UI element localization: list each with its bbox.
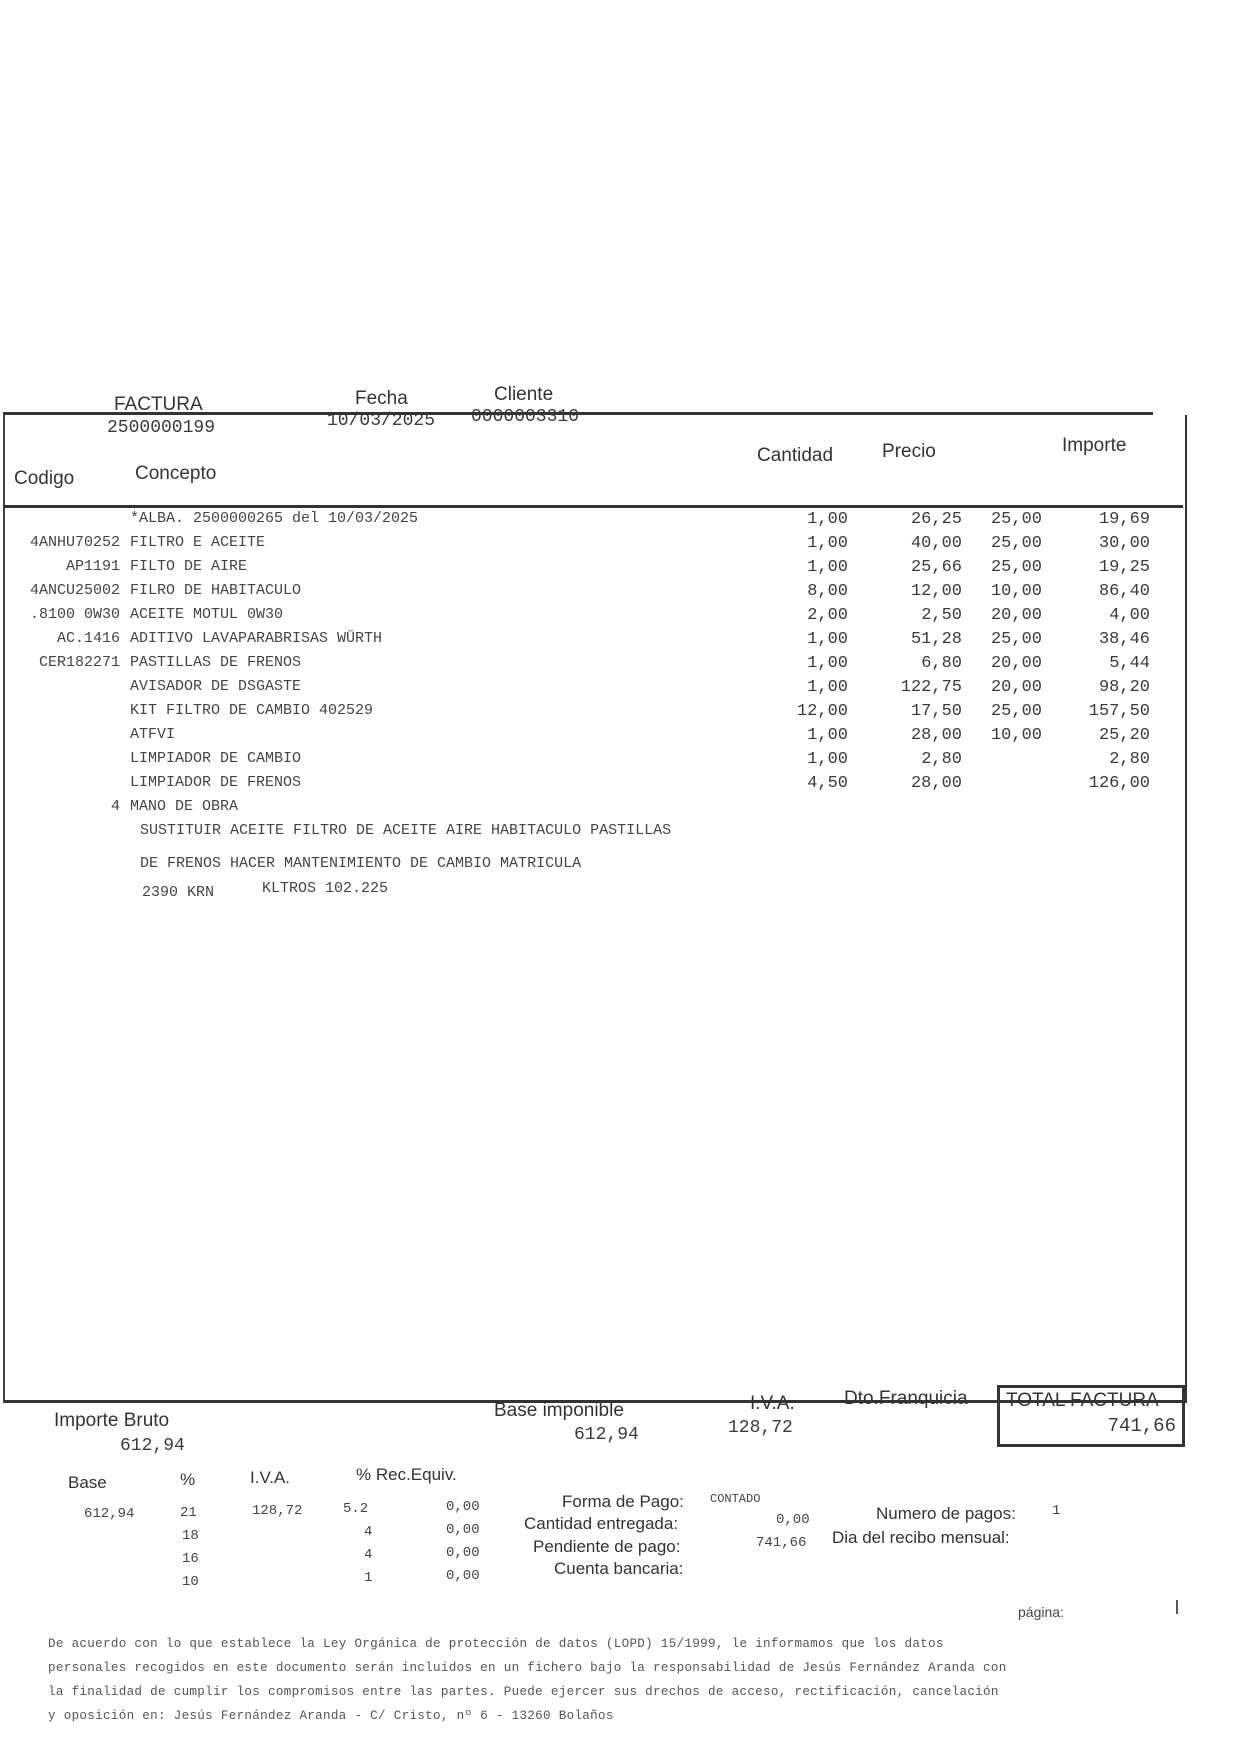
line-row [0,678,1180,702]
line-precio: 28,00 [910,774,962,793]
line-precio: 51,28 [910,630,962,649]
cliente-label: Cliente [494,384,554,405]
line-concepto: ACEITE MOTUL 0W30 [130,606,284,623]
cantidad-entregada-label: Cantidad entregada: [524,1514,679,1533]
forma-pago-label: Forma de Pago: [562,1492,684,1511]
line-concepto: LIMPIADOR DE FRENOS [130,774,302,791]
col-concepto: Concepto [135,463,217,484]
line-precio: 40,00 [910,534,962,553]
line-codigo: 4 [110,798,120,815]
line-cantidad: 1,00 [807,534,848,553]
line-concepto: ATFVI [130,726,176,743]
cuenta-bancaria-label: Cuenta bancaria: [554,1559,684,1578]
line-dto: 20,00 [990,678,1042,697]
line-row [0,654,1180,678]
line-concepto: *ALBA. 2500000265 del 10/03/2025 [130,510,419,527]
line-concepto: PASTILLAS DE FRENOS [130,654,302,671]
line-cantidad: 4,50 [807,774,848,793]
line-cantidad: 2,00 [807,606,848,625]
line-concepto: FILRO DE HABITACULO [130,582,302,599]
line-importe: 19,69 [1098,510,1150,529]
dto-franquicia-label: Dto.Franquicia [844,1388,968,1409]
line-cantidad: 1,00 [807,510,848,529]
line-codigo: AP1191 [65,558,120,575]
line-dto: 20,00 [990,654,1042,673]
line-cantidad: 8,00 [807,582,848,601]
line-row [0,582,1180,606]
line-concepto: LIMPIADOR DE CAMBIO [130,750,302,767]
line-importe: 5,44 [1109,654,1150,673]
line-row [0,774,1180,798]
base-imponible-value: 612,94 [574,1425,639,1445]
line-importe: 4,00 [1109,606,1150,625]
line-row [0,606,1180,630]
pagina-label: página: [1018,1604,1064,1620]
col-codigo: Codigo [14,468,75,489]
tax-row-rec-pct: 4 [364,1524,373,1540]
note-line: 2390 KRN [142,884,215,901]
importe-bruto-value: 612,94 [120,1436,185,1456]
line-cantidad: 12,00 [796,702,848,721]
tax-row-rec: 0,00 [446,1499,480,1515]
note-line: DE FRENOS HACER MANTENIMIENTO DE CAMBIO MATRICULA [140,855,582,872]
factura-number: 2500000199 [107,418,216,438]
cliente-value: 0000003310 [471,407,580,427]
fecha-label: Fecha [355,388,408,409]
line-codigo: 4ANCU25002 [29,582,120,599]
line-importe: 86,40 [1098,582,1150,601]
line-row [0,750,1180,774]
line-cantidad: 1,00 [807,678,848,697]
line-cantidad: 1,00 [807,654,848,673]
line-dto: 25,00 [990,510,1042,529]
total-factura-label: TOTAL FACTURA [1006,1390,1159,1411]
line-dto: 10,00 [990,726,1042,745]
line-dto: 25,00 [990,558,1042,577]
total-factura-value: 741,66 [1107,1415,1176,1437]
fecha-value: 10/03/2025 [327,411,436,431]
tax-iva-header: I.V.A. [250,1468,291,1487]
tax-row-pct: 21 [180,1505,197,1521]
iva-value: 128,72 [728,1418,793,1438]
line-row [0,534,1180,558]
line-dto: 25,00 [990,702,1042,721]
line-precio: 28,00 [910,726,962,745]
line-cantidad: 1,00 [807,630,848,649]
line-precio: 17,50 [910,702,962,721]
line-importe: 126,00 [1088,774,1150,793]
line-row [0,558,1180,582]
line-row [0,630,1180,654]
tax-row-pct: 16 [182,1551,199,1567]
tax-row-pct: 10 [182,1574,199,1590]
line-precio: 2,80 [921,750,962,769]
line-importe: 30,00 [1098,534,1150,553]
line-cantidad: 1,00 [807,558,848,577]
tax-row-iva: 128,72 [252,1503,303,1519]
iva-label: I.V.A. [750,1393,795,1414]
line-codigo: .8100 0W30 [29,606,120,623]
line-concepto: AVISADOR DE DSGASTE [130,678,302,695]
importe-bruto-label: Importe Bruto [54,1410,170,1431]
factura-label: FACTURA [114,394,203,415]
line-importe: 98,20 [1098,678,1150,697]
forma-pago-value: CONTADO [710,1492,761,1506]
dia-recibo-label: Dia del recibo mensual: [832,1528,1010,1547]
line-row [0,510,1180,534]
tax-row-base: 612,94 [84,1506,135,1522]
numero-pagos-label: Numero de pagos: [876,1504,1016,1523]
line-codigo: AC.1416 [56,630,120,647]
tax-row-rec: 0,00 [446,1545,480,1561]
line-importe: 157,50 [1088,702,1150,721]
line-concepto: FILTO DE AIRE [130,558,248,575]
line-importe: 38,46 [1098,630,1150,649]
col-cantidad: Cantidad [757,445,834,466]
line-precio: 6,80 [921,654,962,673]
line-importe: 2,80 [1109,750,1150,769]
cantidad-entregada-value: 0,00 [776,1512,810,1528]
line-concepto: MANO DE OBRA [130,798,239,815]
tax-row-rec-pct: 1 [364,1570,373,1586]
line-row [0,726,1180,750]
tax-row-rec-pct: 5.2 [343,1501,369,1517]
col-importe: Importe [1062,435,1127,456]
line-dto: 25,00 [990,630,1042,649]
column-header-divider [3,505,1183,508]
tax-row-pct: 18 [182,1528,199,1544]
line-precio: 25,66 [910,558,962,577]
tax-row-rec: 0,00 [446,1568,480,1584]
tax-row-rec: 0,00 [446,1522,480,1538]
line-precio: 12,00 [910,582,962,601]
line-codigo: CER182271 [38,654,120,671]
lopd-legal-notice: De acuerdo con lo que establece la Ley Orgánica de protección de datos (LOPD) 15/1999, le informamos que los datos personales recogidos en este documento serán incluidos en un fichero bajo la responsabilidad de Jesús Fernández Aranda con la finalidad de cumplir los compromisos entre las partes. Puede ejercer sus drechos de acceso, rectificación, cancelación y oposición en: Jesús Fernández Aranda - C/ Cristo, nº 6 - 13260 Bolaños [48,1637,1007,1723]
line-precio: 2,50 [921,606,962,625]
total-factura-box [997,1385,1185,1447]
base-imponible-label: Base imponible [494,1400,624,1421]
line-cantidad: 1,00 [807,726,848,745]
line-row [0,702,1180,726]
tax-row-rec-pct: 4 [364,1547,373,1563]
tax-pct-header: % [180,1470,196,1489]
note-line: KLTROS 102.225 [262,880,389,897]
line-importe: 25,20 [1098,726,1150,745]
line-precio: 122,75 [900,678,962,697]
tax-rec-header: % Rec.Equiv. [356,1465,457,1484]
note-line: SUSTITUIR ACEITE FILTRO DE ACEITE AIRE HABITACULO PASTILLAS [140,822,672,839]
line-concepto: FILTRO E ACEITE [130,534,266,551]
pendiente-pago-value: 741,66 [756,1535,807,1551]
pendiente-pago-label: Pendiente de pago: [533,1537,681,1556]
tax-base-header: Base [68,1473,107,1492]
line-cantidad: 1,00 [807,750,848,769]
line-codigo: 4ANHU70252 [29,534,120,551]
line-precio: 26,25 [910,510,962,529]
numero-pagos-value: 1 [1052,1503,1061,1519]
col-precio: Precio [882,441,936,462]
line-dto: 25,00 [990,534,1042,553]
line-concepto: KIT FILTRO DE CAMBIO 402529 [130,702,374,719]
line-concepto: ADITIVO LAVAPARABRISAS WÜRTH [130,630,383,647]
line-dto: 20,00 [990,606,1042,625]
page-marker [1176,1600,1178,1614]
line-dto: 10,00 [990,582,1042,601]
line-importe: 19,25 [1098,558,1150,577]
line-row [0,798,1180,822]
